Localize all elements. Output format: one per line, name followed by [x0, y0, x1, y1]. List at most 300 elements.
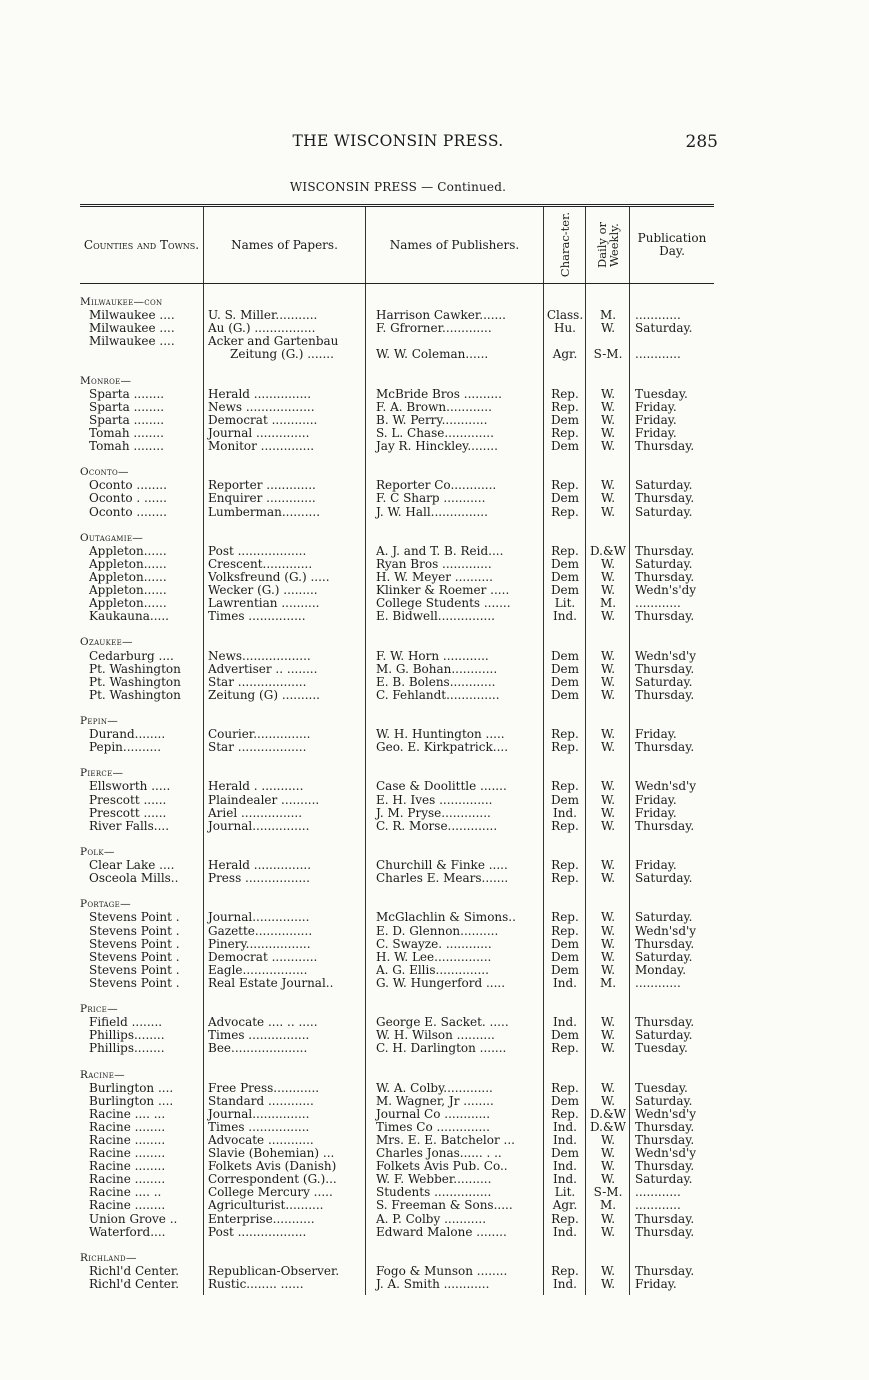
character-cell: Dem [550, 675, 580, 689]
character-cell: Ind. [553, 1173, 577, 1187]
publisher-cell: McBride Bros .......... [376, 387, 502, 401]
town-cell: Phillips........ [89, 1029, 165, 1043]
publisher-cell: B. W. Perry............ [376, 413, 488, 427]
daily-weekly-cell: W. [600, 440, 616, 454]
publisher-cell: Edward Malone ........ [376, 1225, 507, 1239]
character-cell: Dem [550, 1029, 580, 1043]
town-cell: Durand........ [89, 728, 166, 742]
paper-cell: Zeitung (G) .......... [208, 688, 320, 702]
character-cell: Ind. [553, 806, 577, 820]
character-cell: Agr. [552, 348, 578, 362]
publisher-cell: E. Bidwell............... [376, 610, 495, 624]
table-row [80, 492, 714, 505]
table-row [80, 1095, 714, 1108]
publisher-cell: C. Fehlandt.............. [376, 688, 500, 702]
daily-weekly-cell: W. [600, 728, 616, 742]
character-cell: Dem [550, 963, 580, 977]
town-cell: Appleton...... [89, 597, 167, 611]
town-cell: Appleton...... [89, 557, 167, 571]
daily-weekly-cell: D.&W [589, 1107, 627, 1121]
day-cell: Saturday. [635, 911, 693, 925]
daily-weekly-cell: W. [600, 806, 616, 820]
publisher-cell: McGlachlin & Simons.. [376, 911, 516, 925]
publisher-cell: George E. Sacket. ..... [376, 1016, 509, 1030]
paper-cell: Democrat ............ [208, 950, 318, 964]
paper-cell: Acker and Gartenbau [208, 335, 339, 349]
table-row [80, 1029, 714, 1042]
table-row [80, 414, 714, 427]
day-cell: ............ [635, 597, 681, 611]
day-cell: Thursday. [635, 1134, 695, 1147]
day-cell: Thursday. [635, 1225, 695, 1239]
town-cell: Sparta ........ [89, 400, 165, 414]
publisher-cell: J. M. Pryse............. [376, 806, 491, 820]
table-row [80, 1186, 714, 1199]
day-cell: ............ [635, 976, 681, 990]
day-cell: Thursday. [635, 544, 695, 558]
publisher-cell: A. G. Ellis.............. [376, 963, 489, 977]
table-row [80, 401, 714, 414]
character-cell: Lit. [554, 597, 576, 611]
paper-cell: Times ................ [208, 1120, 310, 1134]
town-cell: Racine ........ [89, 1160, 166, 1174]
publisher-cell: W. F. Webber.......... [376, 1173, 492, 1187]
paper-cell: Lumberman.......... [208, 505, 321, 519]
publisher-cell: W. H. Huntington ..... [376, 728, 505, 742]
table-row [80, 820, 714, 833]
character-cell: Ind. [553, 1134, 577, 1147]
table-row [80, 322, 714, 335]
county-heading: Racine— [80, 1068, 125, 1081]
paper-cell: Monitor .............. [208, 440, 315, 454]
daily-weekly-cell: W. [600, 479, 616, 493]
town-cell: Racine .... ... [89, 1107, 166, 1121]
day-cell: Tuesday. [635, 1042, 688, 1056]
header-daily-weekly: Daily or Weekly. [586, 207, 630, 283]
town-cell: Appleton...... [89, 544, 167, 558]
character-cell: Dem [550, 492, 580, 506]
day-cell: Thursday. [635, 492, 695, 506]
county-heading: Polk— [80, 845, 115, 858]
character-cell: Dem [550, 1094, 580, 1108]
publisher-cell: C. Swayze. ............ [376, 937, 492, 951]
table-row [80, 663, 714, 676]
paper-cell: Rustic........ ...... [208, 1278, 304, 1292]
town-cell: Sparta ........ [89, 387, 165, 401]
day-cell: Friday. [635, 728, 677, 742]
header-towns: Counties and Towns. [80, 207, 204, 283]
publisher-cell: G. W. Hungerford ..... [376, 976, 506, 990]
publisher-cell: E. D. Glennon.......... [376, 924, 499, 938]
publisher-cell: H. W. Lee............... [376, 950, 492, 964]
group-spacer [80, 833, 714, 846]
publisher-cell: Times Co .............. [376, 1120, 490, 1134]
publisher-cell: Reporter Co............ [376, 479, 497, 493]
day-cell: Saturday. [635, 322, 693, 336]
character-cell: Class. [546, 309, 584, 323]
paper-cell: Crescent............. [208, 557, 313, 571]
table-row [80, 506, 714, 519]
publisher-cell: Geo. E. Kirkpatrick.... [376, 741, 509, 755]
paper-cell: Post .................. [208, 544, 307, 558]
character-cell: Rep. [551, 911, 579, 925]
paper-cell: Star .................. [208, 675, 307, 689]
character-cell: Rep. [551, 387, 579, 401]
character-cell: Rep. [551, 728, 579, 742]
day-cell: Saturday. [635, 950, 693, 964]
daily-weekly-cell: W. [600, 872, 616, 886]
character-cell: Dem [550, 793, 580, 807]
table-row [80, 1226, 714, 1239]
header-publishers: Names of Publishers. [366, 207, 544, 283]
town-cell: Racine ........ [89, 1134, 166, 1147]
daily-weekly-cell: W. [600, 1016, 616, 1030]
day-cell: Thursday. [635, 1160, 695, 1174]
daily-weekly-cell: S-M. [593, 348, 623, 362]
day-cell: Friday. [635, 400, 677, 414]
town-cell: Milwaukee .... [89, 322, 175, 336]
daily-weekly-cell: W. [600, 584, 616, 598]
town-cell: Prescott ...... [89, 793, 167, 807]
table-row [80, 309, 714, 322]
table-row [80, 1213, 714, 1226]
paper-cell: Correspondent (G.)... [208, 1173, 337, 1187]
day-cell: Saturday. [635, 557, 693, 571]
character-cell: Dem [550, 950, 580, 964]
table-row [80, 610, 714, 623]
publisher-cell: Charles Jonas...... . .. [376, 1147, 502, 1161]
paper-cell: Ariel ................ [208, 806, 303, 820]
daily-weekly-cell: W. [600, 570, 616, 584]
daily-weekly-cell: W. [600, 1134, 616, 1147]
daily-weekly-cell: W. [600, 387, 616, 401]
publisher-cell: S. L. Chase............. [376, 426, 494, 440]
character-cell: Ind. [553, 1160, 577, 1174]
daily-weekly-cell: W. [600, 662, 616, 676]
day-cell: Thursday. [635, 1264, 695, 1278]
publisher-cell: Fogo & Munson ........ [376, 1264, 508, 1278]
county-heading: Portage— [80, 898, 131, 911]
table-row [80, 597, 714, 610]
county-heading: Monroe— [80, 374, 132, 387]
day-cell: Friday. [635, 859, 677, 873]
table-row [80, 1278, 714, 1291]
town-cell: Prescott ...... [89, 806, 167, 820]
character-cell: Ind. [553, 1120, 577, 1134]
group-spacer [80, 754, 714, 767]
publisher-cell: M. G. Bohan............ [376, 662, 498, 676]
day-cell [630, 335, 714, 348]
paper-cell: Republican-Observer. [208, 1264, 340, 1278]
town-cell: Oconto ........ [89, 505, 167, 519]
day-cell: Thursday. [635, 440, 695, 454]
table-row [80, 1082, 714, 1095]
table-row [80, 938, 714, 951]
paper-cell: Journal............... [208, 819, 310, 833]
paper-cell: Democrat ............ [208, 413, 318, 427]
group-spacer [80, 885, 714, 898]
character-cell: Dem [550, 1147, 580, 1161]
publisher-cell [366, 335, 544, 348]
day-cell: Thursday. [635, 1120, 695, 1134]
county-heading: Richland— [80, 1251, 137, 1264]
town-cell: Burlington .... [89, 1081, 174, 1095]
town-cell: Pt. Washington [89, 675, 181, 689]
table-row [80, 1199, 714, 1212]
town-cell: Milwaukee .... [89, 335, 175, 349]
paper-cell: Journal............... [208, 1107, 310, 1121]
day-cell: Thursday. [635, 937, 695, 951]
publisher-cell: Students ............... [376, 1186, 492, 1200]
day-cell: Wedn'sd'y [635, 924, 697, 938]
town-cell: Racine ........ [89, 1147, 166, 1161]
publisher-cell: A. J. and T. B. Reid.... [376, 544, 504, 558]
county-heading: Outagamie— [80, 531, 144, 544]
character-cell: Rep. [551, 859, 579, 873]
daily-weekly-cell: W. [600, 793, 616, 807]
town-cell: Pt. Washington [89, 662, 181, 676]
daily-weekly-cell: M. [599, 597, 617, 611]
paper-cell: Journal .............. [208, 426, 310, 440]
publisher-cell: College Students ....... [376, 597, 511, 611]
header-papers: Names of Papers. [204, 207, 366, 283]
town-cell: Appleton...... [89, 584, 167, 598]
day-cell: Saturday. [635, 872, 693, 886]
daily-weekly-cell: W. [600, 950, 616, 964]
column-headers [80, 207, 714, 284]
paper-cell: Au (G.) ................ [208, 322, 316, 336]
paper-cell: Volksfreund (G.) ..... [208, 570, 330, 584]
paper-cell: News.................. [208, 649, 311, 663]
character-cell: Dem [550, 557, 580, 571]
county-heading: Pierce— [80, 767, 124, 780]
character-cell: Rep. [551, 1042, 579, 1056]
table-row [80, 925, 714, 938]
town-cell: Oconto . ...... [89, 492, 167, 506]
publisher-cell: W. W. Coleman...... [376, 348, 489, 362]
publisher-cell: E. H. Ives .............. [376, 793, 493, 807]
paper-cell: Slavie (Bohemian) ... [208, 1147, 335, 1161]
press-table [80, 204, 714, 1295]
group-spacer [80, 1055, 714, 1068]
page-header [78, 132, 718, 156]
publisher-cell: C. R. Morse............. [376, 819, 498, 833]
page-number: 285 [685, 132, 718, 152]
county-heading: Ozaukee— [80, 636, 133, 649]
daily-weekly-cell: W. [600, 413, 616, 427]
character-cell: Rep. [551, 741, 579, 755]
daily-weekly-cell: W. [600, 1042, 616, 1056]
daily-weekly-cell: D.&W [589, 1120, 627, 1134]
daily-weekly-cell: W. [600, 937, 616, 951]
table-row [80, 872, 714, 885]
town-cell [80, 348, 204, 361]
daily-weekly-cell: W. [600, 1278, 616, 1292]
paper-cell: Herald ............... [208, 859, 312, 873]
town-cell: Racine ........ [89, 1199, 166, 1213]
table-row [80, 1108, 714, 1121]
county-heading: Price— [80, 1003, 118, 1016]
town-cell: Kaukauna..... [89, 610, 169, 624]
town-cell: Cedarburg .... [89, 649, 174, 663]
daily-weekly-cell: W. [600, 1094, 616, 1108]
running-title: THE WISCONSIN PRESS. [292, 132, 504, 150]
publisher-cell: F. Gfrorner............. [376, 322, 492, 336]
town-cell: Union Grove .. [89, 1212, 178, 1226]
character-cell: Agr. [552, 1199, 578, 1213]
paper-cell: Press ................. [208, 872, 310, 886]
town-cell: Pt. Washington [89, 688, 181, 702]
table-row [80, 545, 714, 558]
publisher-cell: Journal Co ............ [376, 1107, 491, 1121]
table-row [80, 1121, 714, 1134]
publisher-cell: Folkets Avis Pub. Co.. [376, 1160, 508, 1174]
daily-weekly-cell: W. [600, 911, 616, 925]
publisher-cell: H. W. Meyer .......... [376, 570, 493, 584]
table-row [80, 335, 714, 348]
daily-weekly-cell: W. [600, 610, 616, 624]
paper-cell: Real Estate Journal.. [208, 976, 334, 990]
character-cell: Lit. [554, 1186, 576, 1200]
town-cell: Stevens Point . [89, 976, 180, 990]
character-cell: Ind. [553, 610, 577, 624]
paper-cell: U. S. Miller........... [208, 309, 318, 323]
day-cell: ............ [635, 348, 681, 362]
day-cell: Monday. [635, 963, 687, 977]
town-cell: Stevens Point . [89, 911, 180, 925]
daily-weekly-cell: W. [600, 675, 616, 689]
character-cell: Rep. [551, 479, 579, 493]
day-cell: Thursday. [635, 688, 695, 702]
day-cell: Tuesday. [635, 1081, 688, 1095]
table-row [80, 558, 714, 571]
daily-weekly-cell: M. [599, 309, 617, 323]
county-heading: Pepin— [80, 715, 119, 727]
table-row [80, 348, 714, 361]
paper-cell: Reporter ............. [208, 479, 316, 493]
header-publication-day: Publication Day. [637, 231, 707, 258]
day-cell: ............ [635, 309, 681, 323]
daily-weekly-cell: W. [600, 688, 616, 702]
town-cell: Appleton...... [89, 570, 167, 584]
day-cell: Tuesday. [635, 387, 688, 401]
paper-cell: College Mercury ..... [208, 1186, 333, 1200]
daily-weekly-cell: W. [600, 649, 616, 663]
table-row [80, 780, 714, 793]
publisher-cell: W. H. Wilson .......... [376, 1029, 495, 1043]
table-row [80, 584, 714, 597]
group-spacer [80, 361, 714, 374]
paper-cell: Enquirer ............. [208, 492, 316, 506]
day-cell: Friday. [635, 1278, 677, 1292]
paper-cell: Journal............... [208, 911, 310, 925]
day-cell: Friday. [635, 806, 677, 820]
town-cell: Racine ........ [89, 1173, 166, 1187]
paper-cell: Advocate ............ [208, 1134, 314, 1147]
daily-weekly-cell: D.&W [589, 544, 627, 558]
character-cell: Rep. [551, 400, 579, 414]
table-row [80, 911, 714, 924]
day-cell: Thursday. [635, 1016, 695, 1030]
publisher-cell: Charles E. Mears....... [376, 872, 509, 886]
town-cell: Pepin.......... [89, 741, 162, 755]
group-spacer [80, 623, 714, 636]
group-spacer [80, 702, 714, 715]
publisher-cell: F. W. Horn ............ [376, 649, 489, 663]
town-cell: Racine .... .. [89, 1186, 162, 1200]
paper-cell: Wecker (G.) ......... [208, 584, 318, 598]
paper-cell: Gazette............... [208, 924, 313, 938]
daily-weekly-cell: W. [600, 426, 616, 440]
town-cell: Richl'd Center. [89, 1278, 180, 1292]
table-body [80, 284, 714, 1295]
table-row [80, 951, 714, 964]
paper-cell: Advocate .... .. ..... [208, 1016, 318, 1030]
paper-cell: Lawrentian .......... [208, 597, 320, 611]
town-cell: Ellsworth ..... [89, 780, 171, 794]
character-cell: Rep. [551, 544, 579, 558]
character-cell: Ind. [553, 1225, 577, 1239]
character-cell: Dem [550, 570, 580, 584]
daily-weekly-cell: W. [600, 322, 616, 336]
paper-cell: Pinery................. [208, 937, 311, 951]
table-row [80, 1160, 714, 1173]
town-cell: Waterford.... [89, 1225, 166, 1239]
day-cell: Thursday. [635, 570, 695, 584]
paper-cell: Advertiser .. ........ [208, 662, 318, 676]
daily-weekly-cell: W. [600, 1081, 616, 1095]
daily-weekly-cell: W. [600, 1173, 616, 1187]
daily-weekly-cell: W. [600, 492, 616, 506]
daily-weekly-cell: W. [600, 1160, 616, 1174]
town-cell: River Falls.... [89, 819, 170, 833]
publisher-cell: Harrison Cawker....... [376, 309, 506, 323]
character-cell: Dem [550, 584, 580, 598]
publisher-cell: C. H. Darlington ....... [376, 1042, 507, 1056]
table-row [80, 479, 714, 492]
publisher-cell: A. P. Colby ........... [376, 1212, 487, 1226]
table-row [80, 794, 714, 807]
publisher-cell: W. A. Colby............. [376, 1081, 493, 1095]
town-cell: Phillips........ [89, 1042, 165, 1056]
day-cell: Thursday. [635, 662, 695, 676]
town-cell: Racine ........ [89, 1120, 166, 1134]
town-cell: Stevens Point . [89, 924, 180, 938]
character-cell: Rep. [551, 505, 579, 519]
day-cell: Wedn'sd'y [635, 780, 697, 794]
publisher-cell: J. W. Hall............... [376, 505, 488, 519]
character-cell [544, 335, 586, 348]
publisher-cell: S. Freeman & Sons..... [376, 1199, 513, 1213]
table-row [80, 741, 714, 754]
daily-weekly-cell: S-M. [593, 1186, 623, 1200]
publisher-cell: Mrs. E. E. Batchelor ... [376, 1134, 515, 1147]
paper-cell: Bee.................... [208, 1042, 308, 1056]
town-cell: Tomah ........ [89, 426, 164, 440]
paper-cell: Folkets Avis (Danish) [208, 1160, 337, 1174]
character-cell: Dem [550, 937, 580, 951]
county-heading: Oconto— [80, 466, 129, 479]
publisher-cell: Churchill & Finke ..... [376, 859, 508, 873]
daily-weekly-cell: W. [600, 400, 616, 414]
paper-cell: Herald ............... [208, 387, 312, 401]
day-cell: Saturday. [635, 479, 693, 493]
day-cell: Friday. [635, 426, 677, 440]
character-cell: Dem [550, 662, 580, 676]
day-cell: Saturday. [635, 1029, 693, 1043]
county-heading: Milwaukee—con [80, 296, 163, 308]
daily-weekly-cell: W. [600, 505, 616, 519]
